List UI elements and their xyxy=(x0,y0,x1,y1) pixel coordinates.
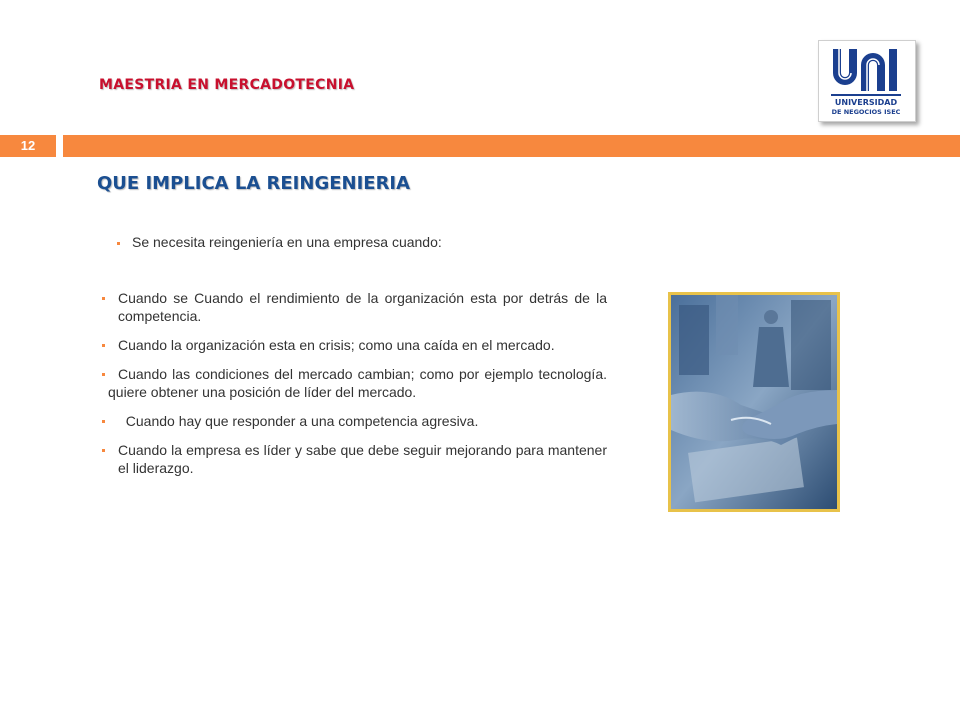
list-item-text: Cuando se Cuando el rendimiento de la organización esta por detrás de la competencia. xyxy=(118,290,607,324)
list-item-text: Cuando la organización esta en crisis; como una caída en el mercado. xyxy=(118,337,555,353)
bullet-icon xyxy=(102,373,105,376)
intro-label: Se necesita reingeniería en una empresa cuando: xyxy=(132,234,442,250)
list-item xyxy=(100,289,607,325)
logo-line2: DE NEGOCIOS ISEC xyxy=(831,108,901,116)
university-logo xyxy=(818,40,916,122)
list-item xyxy=(100,412,607,430)
program-title: MAESTRIA EN MERCADOTECNIA xyxy=(99,77,355,93)
intro-text xyxy=(117,234,442,250)
bullet-icon xyxy=(102,449,105,452)
header-accent-bar xyxy=(63,135,960,157)
logo-line1: UNIVERSIDAD xyxy=(834,98,898,107)
slide-number xyxy=(0,135,56,157)
list-item-text: Cuando la empresa es líder y sabe que debe seguir mejorando para mantener el liderazgo. xyxy=(118,442,607,476)
list-item-text: Cuando hay que responder a una competencia agresiva. xyxy=(118,413,479,429)
bullet-icon xyxy=(102,420,105,423)
handshake-photo xyxy=(668,292,840,512)
bullet-icon xyxy=(102,344,105,347)
list-item xyxy=(100,441,607,477)
bullet-icon xyxy=(102,297,105,300)
list-item xyxy=(100,365,607,401)
slide-heading: QUE IMPLICA LA REINGENIERIA xyxy=(97,173,411,194)
slide-number-text: 12 xyxy=(20,138,36,153)
bullet-icon xyxy=(117,242,120,245)
un-logo-icon xyxy=(819,41,915,121)
list-item xyxy=(100,336,607,354)
criteria-list xyxy=(100,289,607,488)
list-item-text: Cuando las condiciones del mercado cambian; como por ejemplo tecnología. quiere obtener una posición de líder del mercado. xyxy=(108,366,607,400)
handshake-image-icon xyxy=(671,295,837,509)
